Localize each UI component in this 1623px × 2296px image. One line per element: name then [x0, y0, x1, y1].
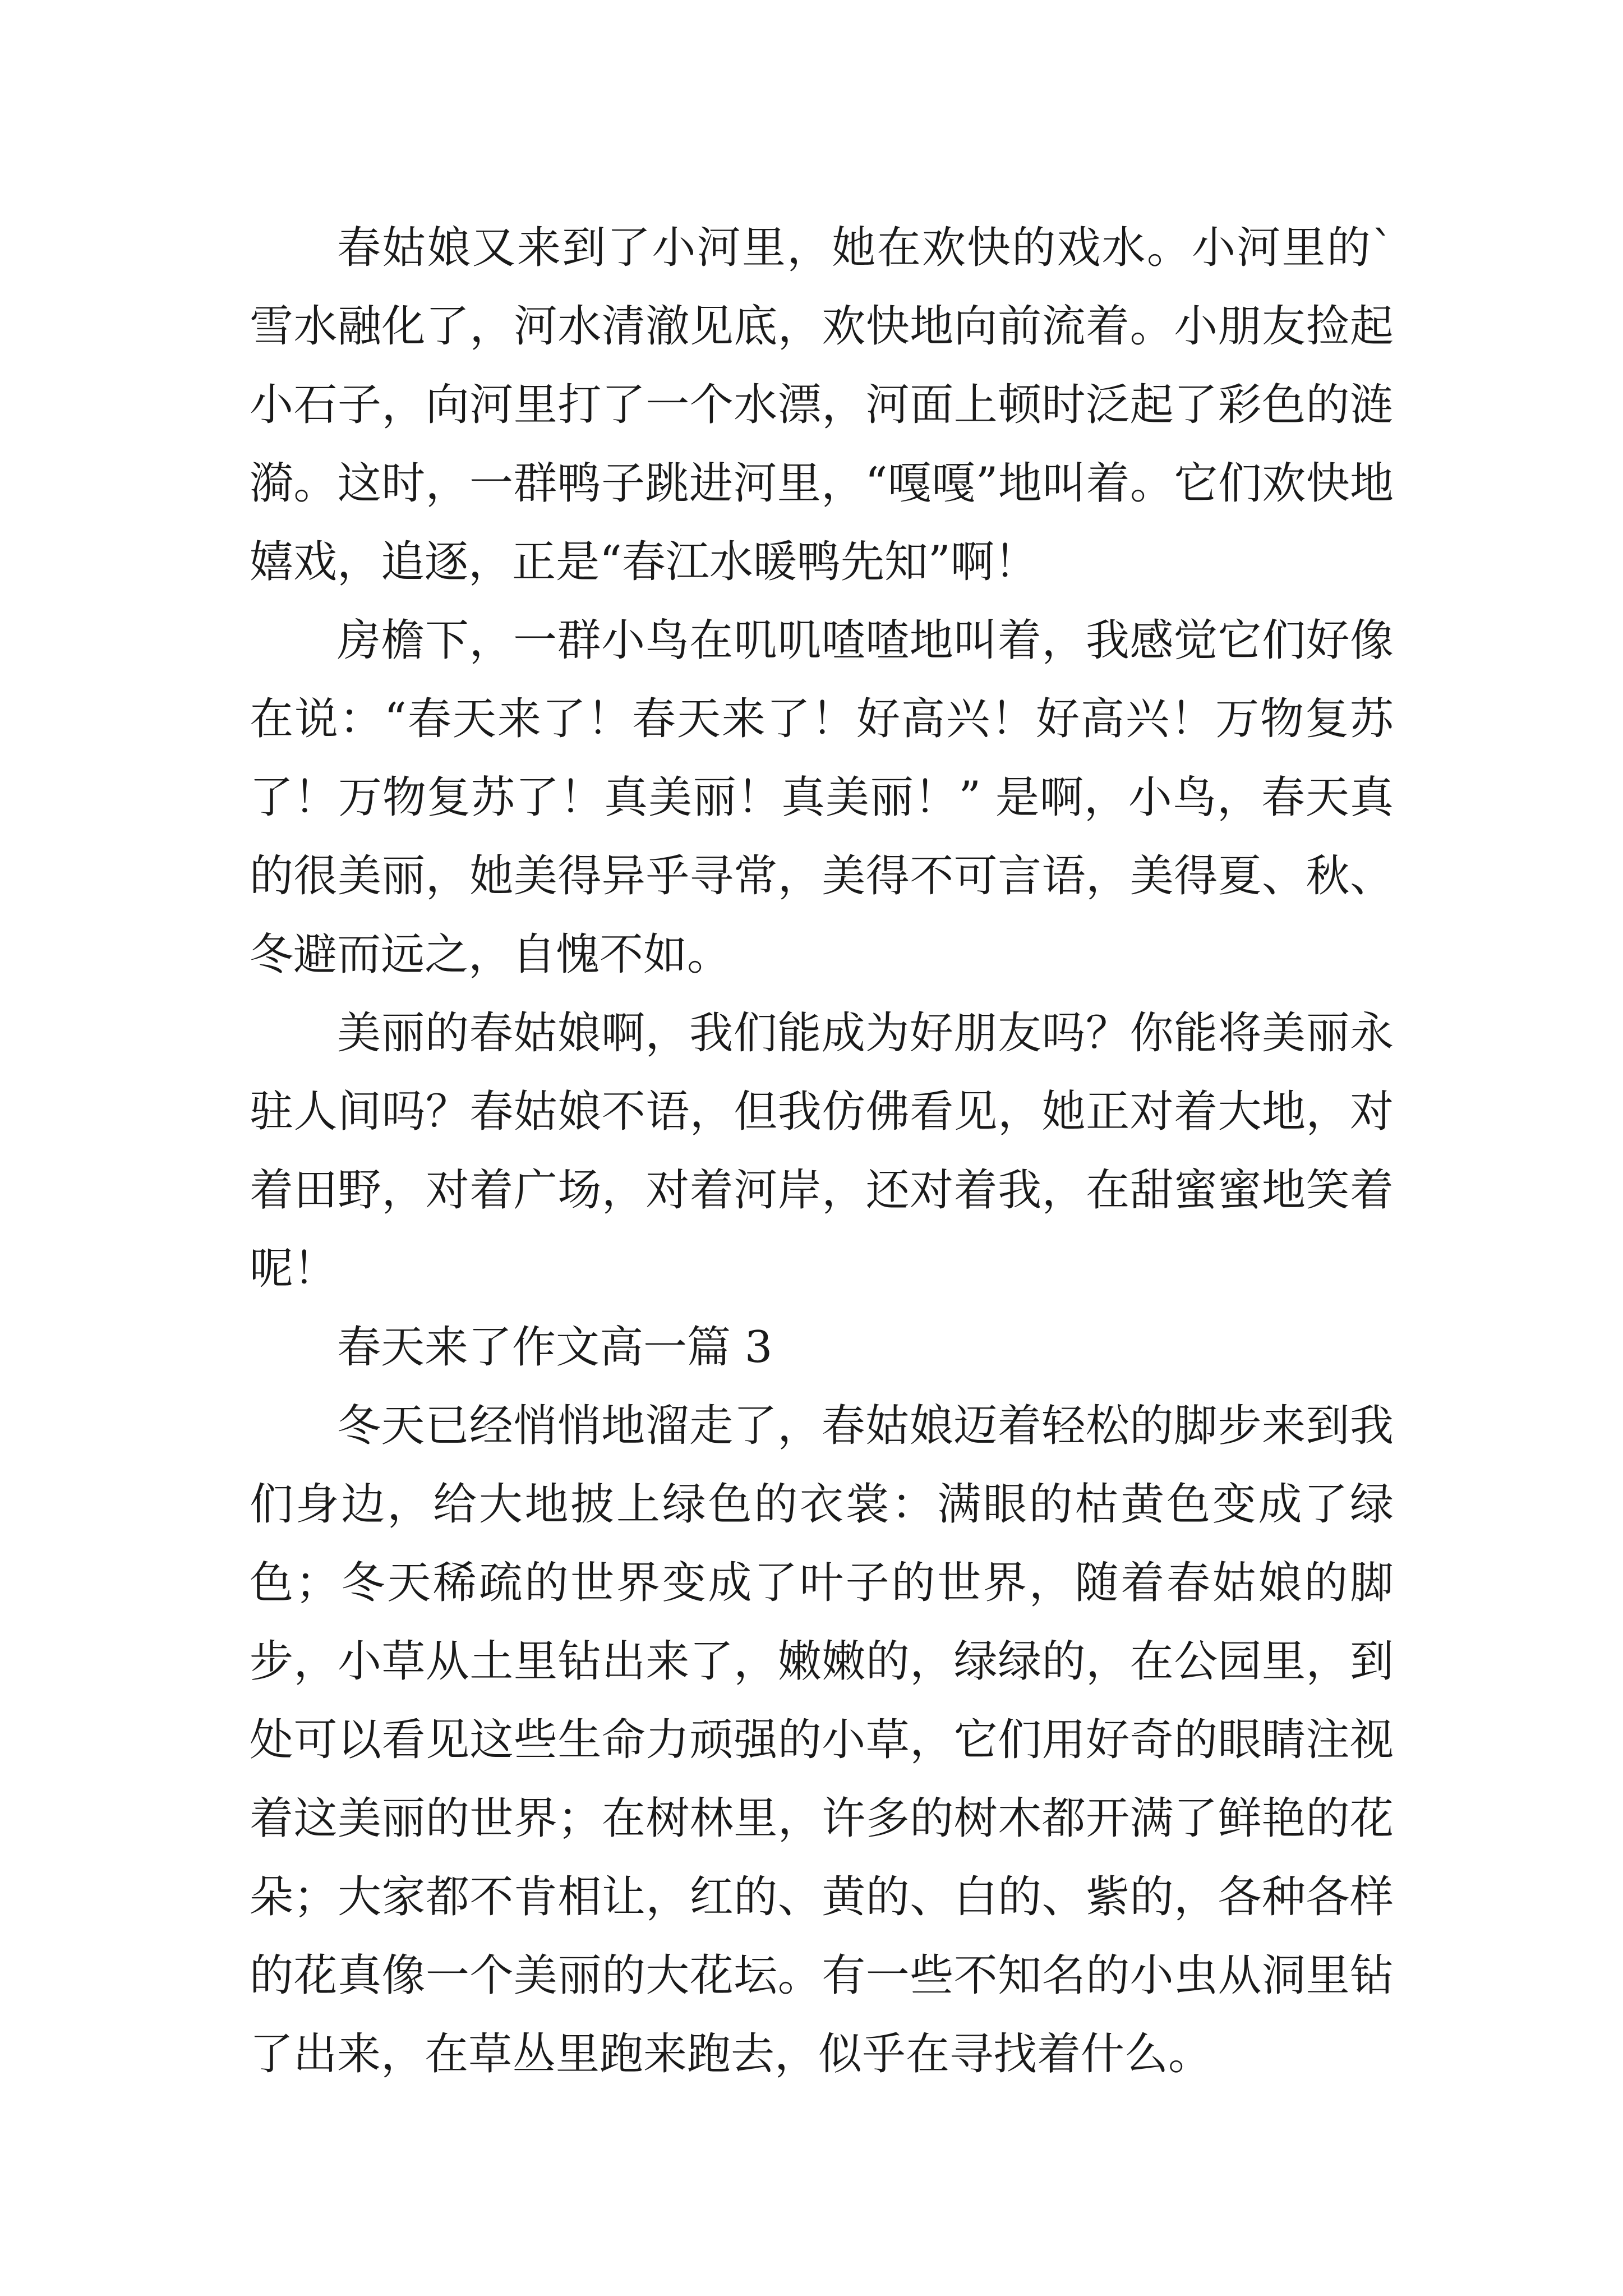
paragraph-winter-gone: 冬天已经悄悄地溜走了，春姑娘迈着轻松的脚步来到我们身边，给大地披上绿色的衣裳：满眼的枯黄色变成了绿色；冬天稀疏的世界变成了叶子的世界，随着春姑娘的脚步，小草从土里钻出来了，嫩嫩的，绿绿的，在公园里，到处可以看见这些生命力顽强的小草，它们用好奇的眼睛注视着这美丽的世界；在树林里，许多的树木都开满了鲜艳的花朵；大家都不肯相让，红的、黄的、白的、紫的，各种各样的花真像一个美丽的大花坛。有一些不知名的小虫从洞里钻了出来，在草丛里跑来跑去，似乎在寻找着什么。 — [250, 1401, 1394, 2079]
paragraph-river: 春姑娘又来到了小河里，她在欢快的戏水。小河里的`雪水融化了，河水清澈见底，欢快地向前流着。小朋友捡起小石子，向河里打了一个水漂，河面上顿时泛起了彩色的涟漪。这时，一群鸭子跳进河里，“嘎嘎”地叫着。它们欢快地嬉戏，追逐，正是“春江水暖鸭先知”啊！ — [250, 223, 1394, 587]
document-body — [250, 209, 1394, 2093]
paragraph-spring-girl: 美丽的春姑娘啊，我们能成为好朋友吗？你能将美丽永驻人间吗？春姑娘不语，但我仿佛看见，她正对着大地，对着田野，对着广场，对着河岸，还对着我，在甜蜜蜜地笑着呢！ — [250, 1008, 1394, 1294]
paragraph-birds: 房檐下，一群小鸟在叽叽喳喳地叫着，我感觉它们好像在说：“春天来了！春天来了！好高兴！好高兴！万物复苏了！万物复苏了！真美丽！真美丽！” 是啊，小鸟，春天真的很美丽，她美得异乎寻常，美得不可言语，美得夏、秋、冬避而远之，自愧不如。 — [250, 615, 1394, 980]
section-heading: 春天来了作文高一篇 3 — [337, 1322, 773, 1373]
